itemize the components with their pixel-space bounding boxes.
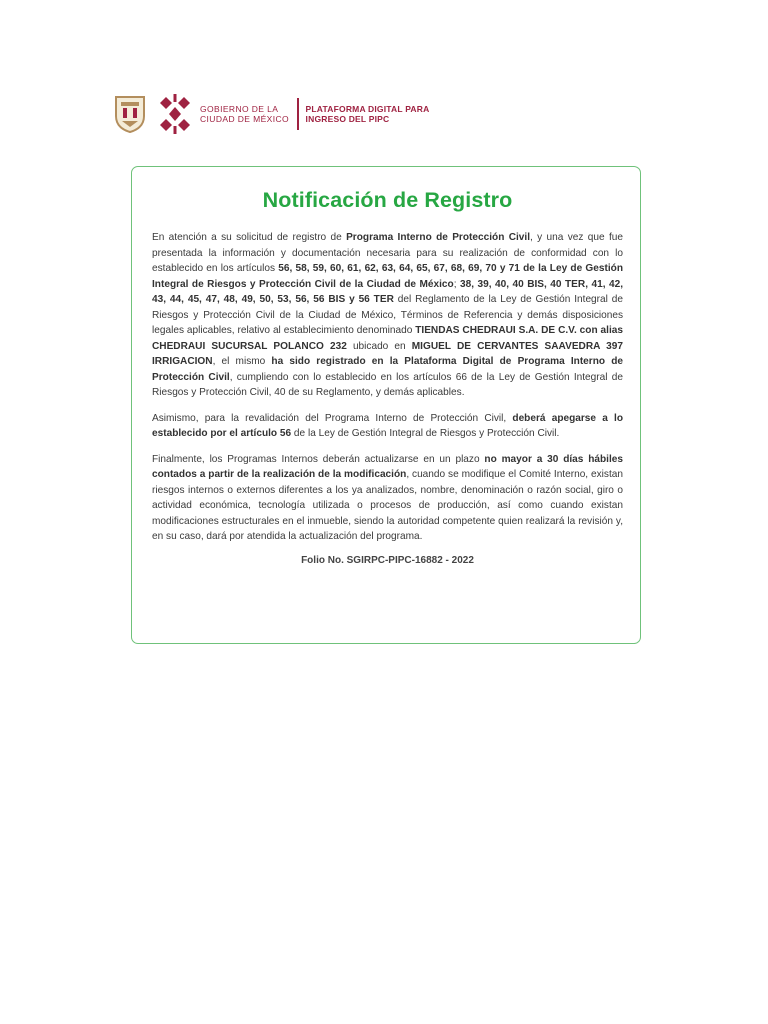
- platform-name: [306, 104, 430, 124]
- coat-of-arms-icon: [112, 94, 148, 134]
- text-segment: ha sido registrado en la Plataforma Digital de Programa Interno de Protección Civil: [152, 356, 623, 383]
- text-segment: ubicado en: [346, 340, 412, 352]
- text-segment: , el mismo: [212, 356, 272, 367]
- text-segment: no mayor a 30 días hábiles contados a partir de la realización de la modificación: [152, 453, 624, 480]
- header: [112, 92, 429, 136]
- paragraph-revalidation: [152, 411, 623, 442]
- cdmx-logo-icon: [158, 93, 192, 135]
- government-name: [200, 104, 289, 124]
- text-segment: 56, 58, 59, 60, 61, 62, 63, 64, 65, 67, 68, 69, 70 y 71 de la Ley de Gestión Integral de Riesgos y Protección Civil de la Ciudad de México: [152, 263, 623, 290]
- text-segment: MIGUEL DE CERVANTES SAAVEDRA 397 IRRIGACION: [152, 340, 623, 367]
- text-segment: deberá apegarse a lo establecido por el artículo 56: [152, 412, 623, 439]
- text-segment: , y una vez que fue presentada la información y documentación necesaria para su realización de conformidad con lo establecido en los artículos: [152, 232, 624, 274]
- text-segment: ;: [453, 278, 460, 290]
- gov-line-1: GOBIERNO DE LA: [200, 104, 279, 114]
- text-segment: Finalmente, los Programas Internos deberán actualizarse en un plazo: [152, 453, 485, 465]
- text-segment: TIENDAS CHEDRAUI S.A. DE C.V. con alias CHEDRAUI SUCURSAL POLANCO 232: [152, 325, 623, 352]
- notification-title: Notificación de Registro: [262, 188, 513, 212]
- text-segment: En atención a su solicitud de registro de: [152, 232, 347, 243]
- platform-line-1: PLATAFORMA DIGITAL PARA: [305, 104, 430, 114]
- text-segment: del Reglamento de la Ley de Gestión Integral de Riesgos y Protección Civil de la Ciudad de México, Términos de Referencia y demás disposiciones legales aplicables, relativo al establecimiento denominado: [152, 294, 623, 336]
- gov-line-2: CIUDAD DE MÉXICO: [200, 114, 290, 124]
- platform-line-2: INGRESO DEL PIPC: [305, 114, 390, 124]
- paragraph-update: [152, 452, 623, 545]
- header-divider: [297, 98, 299, 130]
- notification-card: [131, 166, 641, 644]
- folio-number: Folio No. SGIRPC-PIPC-16882 - 2022: [301, 554, 474, 566]
- text-segment: Asimismo, para la revalidación del Programa Interno de Protección Civil,: [152, 412, 513, 424]
- paragraph-registration: [152, 230, 623, 401]
- text-segment: Programa Interno de Protección Civil: [346, 232, 531, 243]
- text-segment: , cumpliendo con lo establecido en los artículos 66 de la Ley de Gestión Integral de Riesgos y Protección Civil, 40 de su Reglamento, y demás aplicables.: [152, 371, 623, 398]
- text-segment: de la Ley de Gestión Integral de Riesgos y Protección Civil.: [291, 428, 560, 439]
- text-segment: , cuando se modifique el Comité Interno, existan riesgos internos o externos diferentes a los ya analizados, nombre, denominación o razón social, giro o actividad económica, tecnología utilizada o procesos de producción, así como cuando existan modificaciones estructurales en el inmueble, siendo la autoridad competente quien realizará la revisión y, en su caso, dará por atendida la actualización del programa.: [152, 469, 623, 542]
- text-segment: 38, 39, 40, 40 BIS, 40 TER, 41, 42, 43, 44, 45, 47, 48, 49, 50, 53, 56, 56 BIS y 56 TER: [152, 278, 624, 305]
